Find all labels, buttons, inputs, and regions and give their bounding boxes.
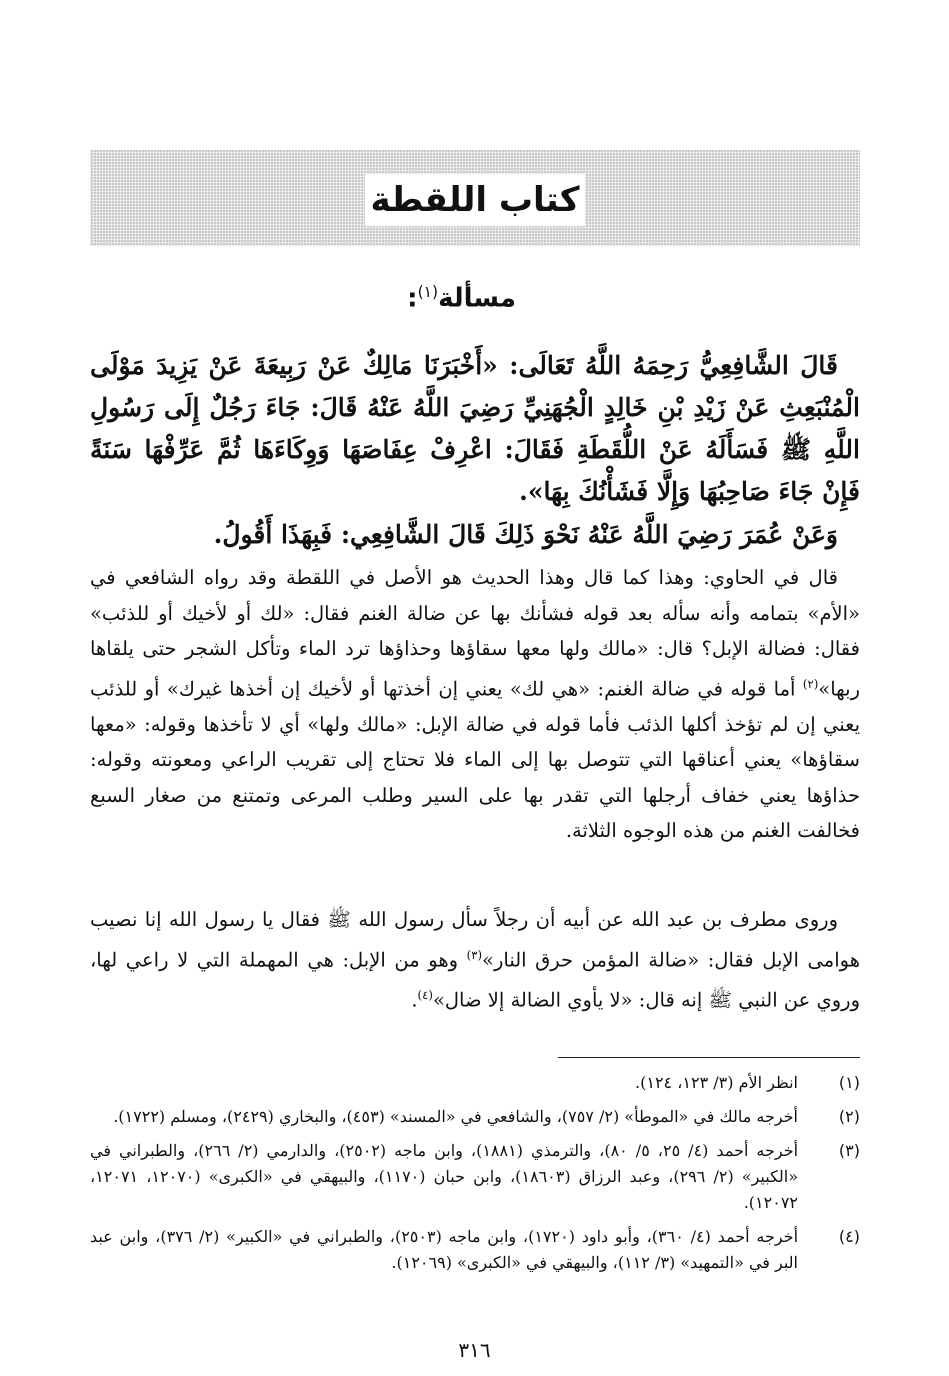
footnote-number: (٤) [838, 1227, 860, 1246]
footnote-ref-1: (١) [417, 283, 439, 301]
chapter-banner [90, 150, 860, 246]
footnote-number: (١) [838, 1073, 860, 1092]
paragraph-2-part-c: . [411, 988, 418, 1011]
paragraph-1-part-a: قال في الحاوي: وهذا كما قال وهذا الحديث هو الأصل في اللقطة وقد رواه الشافعي في «الأم» بتمامه وأنه سأله بعد قوله فشأنك بها عن ضالة الغنم فقال: «لك أو لأخيك أو للذئب» فقال: فضالة الإبل؟ قال: «مالك ولها معها سقاؤها وحذاؤها ترد الماء وتأكل الشجر حتى يلقاها ربها» [90, 566, 860, 700]
shafii-quote [90, 345, 860, 513]
footnote-text: أخرجه أحمد (٤/ ٢٥، ٥/ ٨٠)، والترمذي (١٨٨١)، وابن ماجه (٢٥٠٢)، والدارمي (٢/ ٢٦٦)، والطبراني في «الكبير» (٢/ ٢٩٦)، وعبد الرزاق (١٨٦٠٣)، وابن حبان (١١٧٠)، والبيهقي في «الكبرى» (١٢٠٧٠، ١٢٠٧١، ١٢٠٧٢). [90, 1141, 799, 1212]
footnote-ref-4: (٤) [417, 987, 433, 1002]
section-heading-text: مسألة [438, 283, 516, 314]
section-heading [407, 283, 516, 314]
footnote-item [90, 1138, 860, 1216]
quote-text: قَالَ الشَّافِعِيُّ رَحِمَهُ اللَّهُ تَعَالَى: «أَخْبَرَنَا مَالِكٌ عَنْ رَبِيعَةَ عَنْ يَزِيدَ مَوْلَى الْمُنْبَعِثِ عَنْ زَيْدِ بْنِ خَالِدٍ الْجُهَنِيِّ رَضِيَ اللَّهُ عَنْهُ قَالَ: جَاءَ رَجُلٌ إِلَى رَسُولِ اللَّهِ ﷺ فَسَأَلَهُ عَنْ اللُّقَطَةِ فَقَالَ: اعْرِفْ عِفَاصَهَا وَوِكَاءَهَا ثُمَّ عَرِّفْهَا سَنَةً فَإِنْ جَاءَ صَاحِبُهَا وَإِلَّا فَشَأْنُكَ بِهَا». [90, 351, 860, 506]
footnote-ref-3: (٣) [466, 947, 483, 962]
footnote-number: (٢) [838, 1107, 860, 1126]
paragraph-2-part-b: وهو من الإبل: هي المهملة التي لا راعي لها، وروي عن النبي ﷺ إنه قال: «لا يأوي الضالة إلا ضال» [90, 948, 860, 1011]
footnote-item [90, 1104, 860, 1130]
footnotes [90, 1070, 860, 1284]
footnote-item [90, 1070, 860, 1096]
quote-text-2: وَعَنْ عُمَرَ رَضِيَ اللَّهُ عَنْهُ نَحْوَ ذَلِكَ قَالَ الشَّافِعِي: فَبِهَذَا أَقُولُ. [213, 520, 838, 549]
paragraph-hawi [90, 560, 860, 849]
footnote-text: انظر الأم (٣/ ١٢٣، ١٢٤). [635, 1073, 798, 1092]
chapter-title-box [365, 174, 585, 226]
chapter-title: كتاب اللقطة [370, 180, 580, 220]
page-number: ٣١٦ [458, 1338, 491, 1362]
footnote-divider [558, 1057, 860, 1058]
footnote-item [90, 1224, 860, 1276]
umar-quote [90, 514, 860, 556]
section-heading-colon: : [407, 283, 418, 314]
paragraph-1-part-b: أما قوله في ضالة الغنم: «هي لك» يعني إن أخذتها أو لأخيك إن أخذها غيرك» أو للذئب يعني إن لم تؤخذ أكلها الذئب فأما قوله في ضالة الإبل: «مالك ولها» أي لا تأخذها وقوله: «معها سقاؤها» يعني أعناقها التي تتوصل بها إلى الماء فلا تحتاج إلى تقريب الراعي ومعونته وقوله: حذاؤها يعني خفاف أرجلها التي تقدر بها على السير وطلب المرعى وتمتنع من صغار السبع فخالفت الغنم من هذه الوجوه الثلاثة. [90, 677, 860, 842]
footnote-text: أخرجه أحمد (٤/ ٣٦٠)، وأبو داود (١٧٢٠)، وابن ماجه (٢٥٠٣)، والطبراني في «الكبير» (٢/ ٣٧٦)، وابن عبد البر في «التمهيد» (٣/ ١١٢)، والبيهقي في «الكبرى» (١٢٠٦٩). [90, 1227, 799, 1272]
footnote-text: أخرجه مالك في «الموطأ» (٢/ ٧٥٧)، والشافعي في «المسند» (٤٥٣)، والبخاري (٢٤٢٩)، ومسلم (١٧٢٢). [113, 1107, 798, 1126]
paragraph-mutarrif [90, 902, 860, 1018]
footnote-ref-2: (٢) [802, 676, 819, 691]
footnote-number: (٣) [838, 1141, 860, 1160]
paragraph-2-part-a: وروى مطرف بن عبد الله عن أبيه أن رجلاً سأل رسول الله ﷺ فقال يا رسول الله إنا نصيب هوامى الإبل فقال: «ضالة المؤمن حرق النار» [90, 908, 861, 971]
